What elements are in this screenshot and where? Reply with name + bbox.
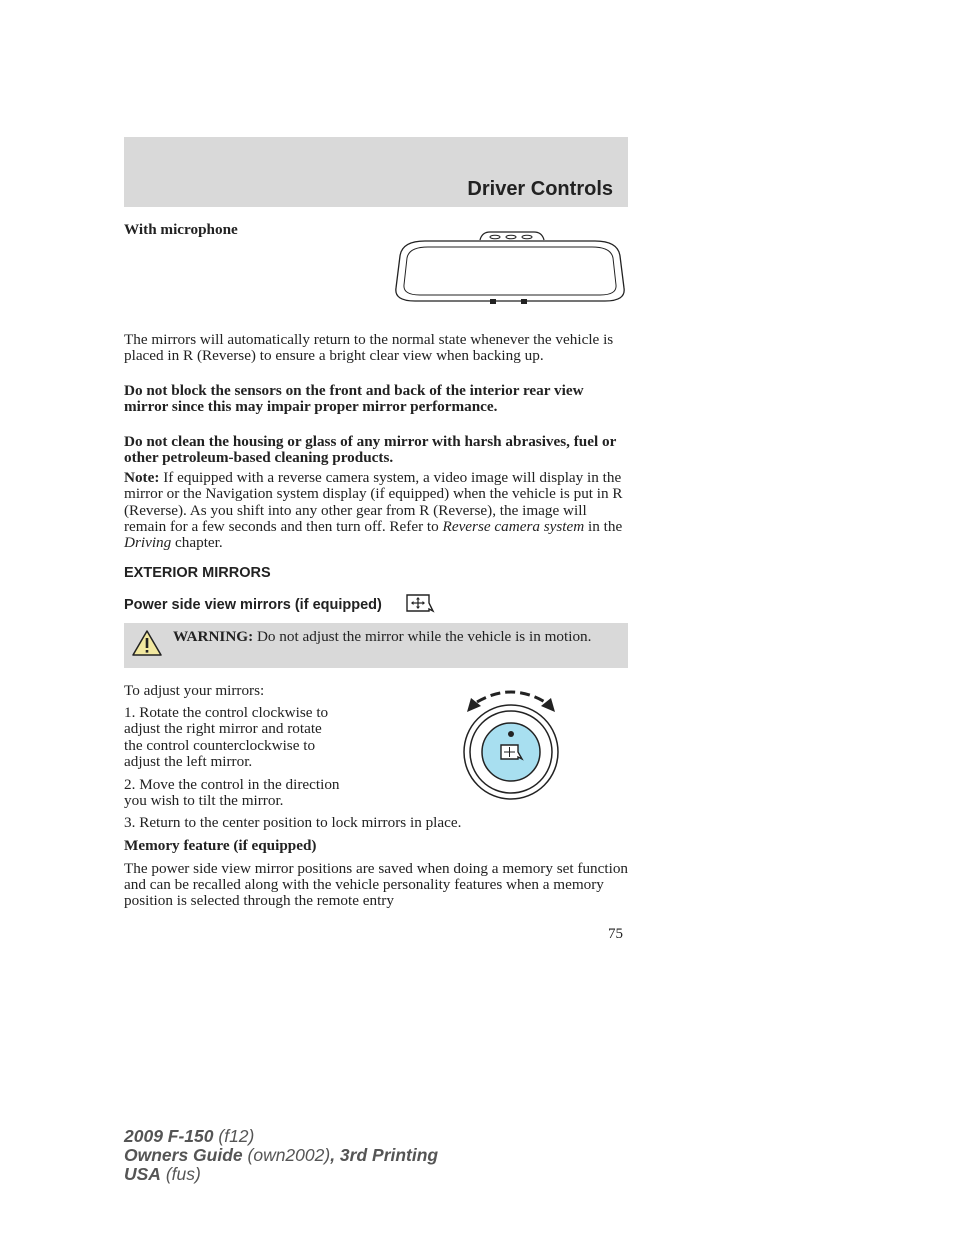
subheading-text: Power side view mirrors (if equipped)	[124, 597, 382, 613]
warning-triangle-icon	[131, 629, 163, 657]
memory-paragraph: The power side view mirror positions are saved when doing a memory set function and can be recalled along with the vehicle personality features when a memory position is selected through the remote entry	[124, 860, 629, 909]
section-heading: EXTERIOR MIRRORS	[124, 565, 271, 581]
note-text-2: in the	[584, 517, 623, 535]
header-band	[124, 137, 628, 207]
mirror-control-icon	[405, 593, 435, 615]
footer-model-code: (f12)	[213, 1126, 255, 1146]
note-text-3: chapter.	[171, 534, 223, 552]
memory-heading: Memory feature (if equipped)	[124, 837, 317, 854]
steps-intro: To adjust your mirrors:	[124, 682, 265, 699]
step-1	[124, 705, 328, 770]
page-number: 75	[608, 926, 623, 942]
footer-model: 2009 F-150	[124, 1126, 214, 1146]
subheading-power-mirrors	[124, 597, 382, 613]
footer-guide: Owners Guide	[124, 1145, 243, 1165]
footer-line-1	[124, 1127, 438, 1146]
footer	[124, 1127, 438, 1184]
paragraph-auto-return: The mirrors will automatically return to the normal state whenever the vehicle is placed in R (Reverse) to ensure a bright clear view when backing up.	[124, 331, 614, 364]
footer-printing: , 3rd Printing	[330, 1145, 439, 1165]
rear-view-mirror-illustration	[390, 228, 630, 312]
warning-label: WARNING:	[173, 628, 254, 645]
note-label: Note:	[124, 469, 160, 486]
step-1-line-1: 1. Rotate the control clockwise to	[124, 704, 329, 721]
note-italic-reverse-camera: Reverse camera system	[442, 517, 585, 535]
warning-text	[173, 628, 613, 645]
step-3: 3. Return to the center position to lock mirrors in place.	[124, 814, 462, 831]
step-2	[124, 777, 340, 810]
step-2-line-1: 2. Move the control in the direction	[124, 776, 340, 793]
warning-box	[124, 623, 628, 668]
footer-line-3	[124, 1165, 438, 1184]
step-1-line-2: adjust the right mirror and rotate	[124, 720, 322, 738]
footer-guide-code: (own2002)	[242, 1145, 331, 1165]
footer-market: USA	[124, 1164, 161, 1184]
step-1-line-4: adjust the left mirror.	[124, 752, 253, 770]
warning-body: Do not adjust the mirror while the vehicle is in motion.	[253, 628, 592, 645]
step-1-line-3: the control counterclockwise to	[124, 736, 316, 754]
paragraph-do-not-clean: Do not clean the housing or glass of any mirror with harsh abrasives, fuel or other petroleum-based cleaning products.	[124, 433, 617, 466]
note-italic-driving: Driving	[124, 534, 172, 552]
paragraph-do-not-block: Do not block the sensors on the front and back of the interior rear view mirror since this may impair proper mirror performance.	[124, 382, 584, 415]
step-2-line-2: you wish to tilt the mirror.	[124, 792, 284, 810]
footer-line-2	[124, 1146, 438, 1165]
mirror-control-knob-illustration	[455, 686, 567, 802]
note-text-1: If equipped with a reverse camera system, a video image will display in the mirror or the Navigation system display (if equipped) when the vehicle is put in R (Reverse). As you shift into any other gear from R (Reverse), the image will remain for a few seconds and then turn off. Refer to	[124, 469, 623, 535]
paragraph-note	[124, 470, 628, 551]
mirror-caption: With microphone	[124, 221, 238, 238]
page-title: Driver Controls	[467, 178, 613, 200]
footer-market-code: (fus)	[160, 1164, 201, 1184]
